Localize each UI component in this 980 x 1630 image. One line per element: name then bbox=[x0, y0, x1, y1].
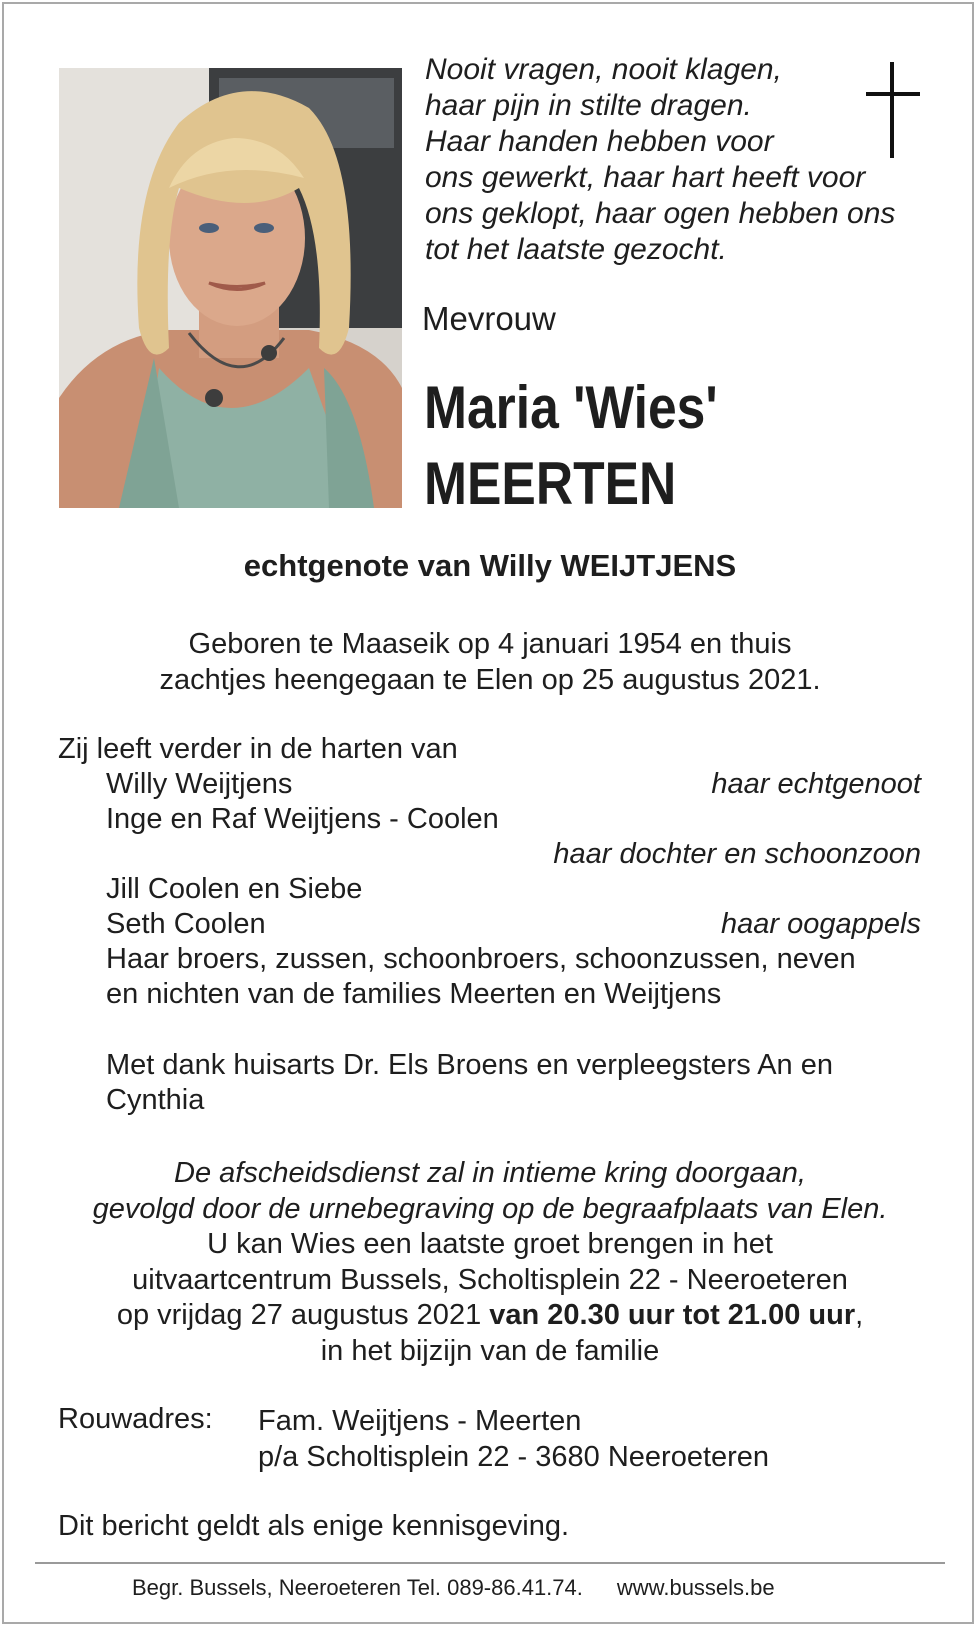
survivor-row bbox=[106, 802, 921, 837]
address-label: Rouwadres: bbox=[58, 1403, 213, 1435]
survivor-name: Jill Coolen en Siebe bbox=[106, 873, 363, 905]
visiting-hours: van 20.30 uur tot 21.00 uur bbox=[489, 1299, 856, 1331]
survivors-intro: Zij leeft verder in de harten van bbox=[58, 733, 458, 765]
mourning-address bbox=[258, 1403, 769, 1475]
service-date-line bbox=[0, 1298, 980, 1334]
footer-company: Begr. Bussels, Neeroeteren Tel. 089-86.41.74. bbox=[132, 1575, 583, 1600]
survivor-name: Haar broers, zussen, schoonbroers, schoonzussen, neven bbox=[106, 943, 856, 975]
survivor-row bbox=[106, 942, 921, 977]
date-prefix: op vrijdag 27 augustus 2021 bbox=[116, 1299, 490, 1331]
footer-divider bbox=[35, 1562, 945, 1564]
service-line: in het bijzijn van de familie bbox=[320, 1334, 660, 1367]
service-line: gevolgd door de urnebegraving op de begraafplaats van Elen. bbox=[92, 1192, 888, 1225]
cross-icon bbox=[863, 62, 923, 158]
last-name: MEERTEN bbox=[424, 450, 677, 517]
poem-line: ons geklopt, haar ogen hebben ons bbox=[425, 197, 896, 230]
address-line: Fam. Weijtjens - Meerten bbox=[258, 1405, 582, 1437]
poem-line: Haar handen hebben voor bbox=[425, 125, 774, 158]
notice-line: Dit bericht geldt als enige kennisgeving. bbox=[58, 1510, 570, 1542]
title-prefix: Mevrouw bbox=[422, 300, 556, 337]
survivor-relation: haar echtgenoot bbox=[711, 768, 921, 800]
survivor-row bbox=[106, 977, 921, 1012]
footer-website-link[interactable]: www.bussels.be bbox=[616, 1575, 775, 1600]
poem bbox=[425, 52, 925, 268]
survivor-row bbox=[106, 767, 921, 802]
survivor-name: en nichten van de families Meerten en Weijtjens bbox=[106, 978, 722, 1010]
survivor-name: Seth Coolen bbox=[106, 908, 266, 940]
survivor-relation: haar dochter en schoonzoon bbox=[553, 838, 921, 870]
survivor-name: Inge en Raf Weijtjens - Coolen bbox=[106, 803, 499, 835]
poem-line: tot het laatste gezocht. bbox=[425, 233, 727, 266]
poem-line: haar pijn in stilte dragen. bbox=[425, 89, 752, 122]
service-line: uitvaartcentrum Bussels, Scholtisplein 22 - Neeroeteren bbox=[132, 1263, 848, 1296]
date-suffix: , bbox=[855, 1299, 864, 1331]
thanks-line: Met dank huisarts Dr. Els Broens en verpleegsters An en bbox=[106, 1049, 833, 1081]
portrait-photo bbox=[59, 68, 402, 508]
born-line: zachtjes heengegaan te Elen op 25 augustus 2021. bbox=[159, 664, 821, 696]
first-name: Maria 'Wies' bbox=[424, 374, 718, 441]
deceased-name bbox=[424, 370, 718, 522]
poem-line: ons gewerkt, haar hart heeft voor bbox=[425, 161, 866, 194]
born-line: Geboren te Maaseik op 4 januari 1954 en thuis bbox=[188, 628, 792, 660]
thanks-line: Cynthia bbox=[106, 1084, 205, 1116]
service-line: U kan Wies een laatste groet brengen in het bbox=[207, 1228, 773, 1260]
address-line: p/a Scholtisplein 22 - 3680 Neeroeteren bbox=[258, 1441, 770, 1473]
survivor-relation: haar oogappels bbox=[721, 908, 921, 940]
birth-death-info bbox=[0, 626, 980, 698]
survivor-name: Willy Weijtjens bbox=[106, 768, 293, 800]
footer bbox=[132, 1575, 775, 1601]
service-info bbox=[0, 1156, 980, 1369]
service-line: De afscheidsdienst zal in intieme kring doorgaan, bbox=[174, 1157, 806, 1189]
survivor-row bbox=[106, 872, 921, 907]
poem-line: Nooit vragen, nooit klagen, bbox=[425, 53, 782, 86]
spouse-line: echtgenote van Willy WEIJTJENS bbox=[243, 548, 737, 583]
survivor-row bbox=[106, 907, 921, 942]
